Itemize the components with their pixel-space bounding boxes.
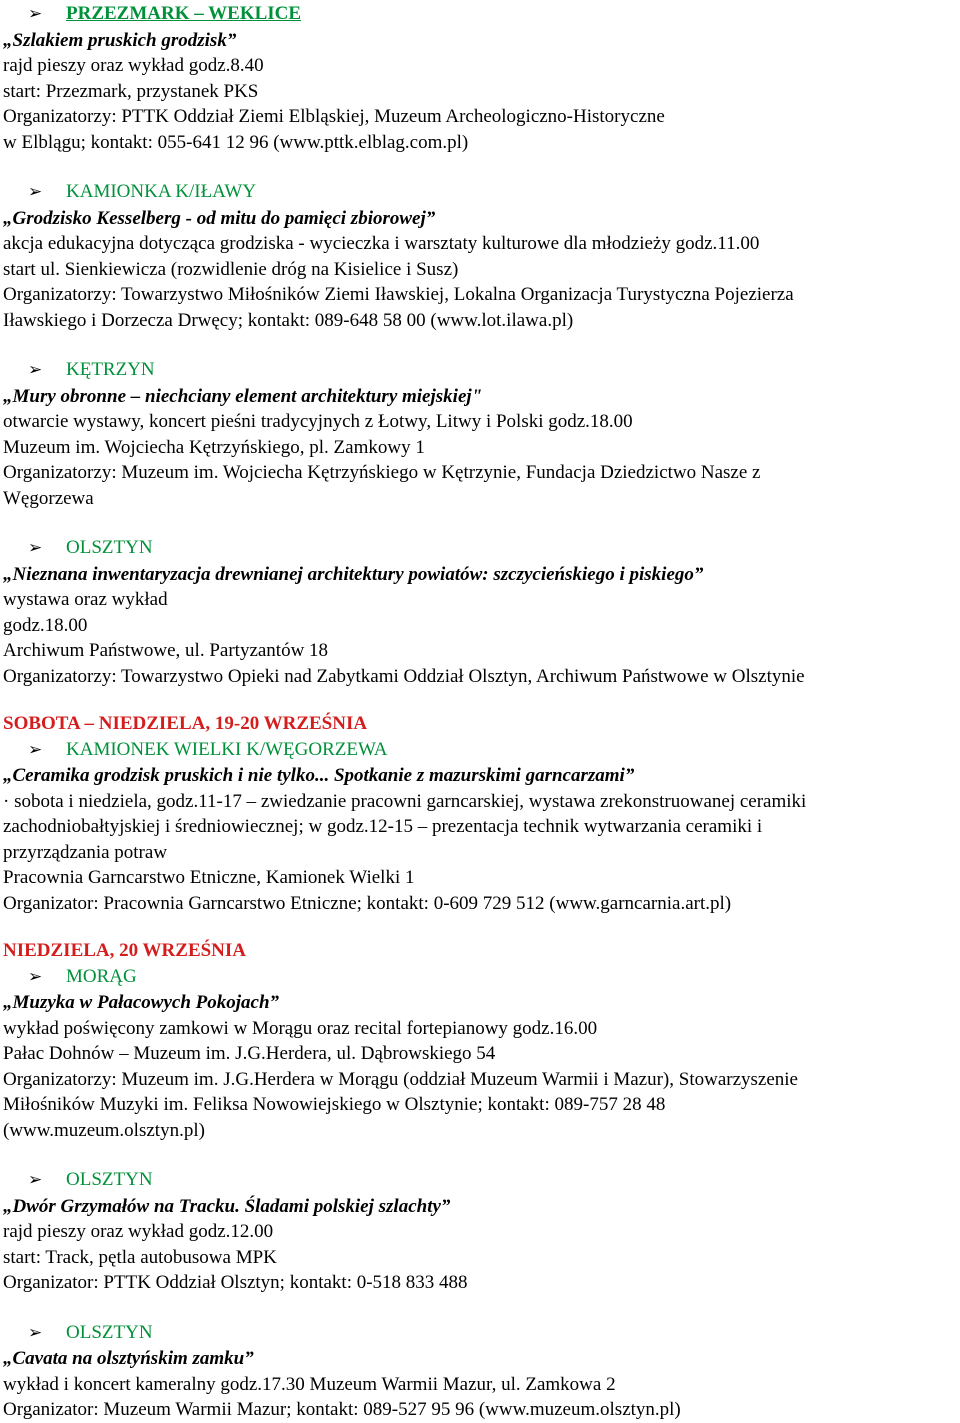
event-line: start: Przezmark, przystanek PKS — [3, 80, 259, 102]
arrow-bullet-icon: ➢ — [28, 739, 43, 760]
event-line: start ul. Sienkiewicza (rozwidlenie dróg na Kisielice i Susz) — [3, 258, 459, 280]
event-line: Organizatorzy: Towarzystwo Opieki nad Zabytkami Oddział Olsztyn, Archiwum Państwowe w Olsztynie — [3, 665, 805, 687]
event-line: rajd pieszy oraz wykład godz.8.40 — [3, 55, 264, 76]
event-place: OLSZTYN — [66, 537, 153, 558]
event-title: „Szlakiem pruskich grodzisk” — [3, 29, 237, 51]
event-heading — [3, 964, 957, 991]
event-line: (www.muzeum.olsztyn.pl) — [3, 1119, 205, 1141]
day-heading-sobota-niedziela: SOBOTA – NIEDZIELA, 19-20 WRZEŚNIA — [3, 713, 368, 734]
event-line: Archiwum Państwowe, ul. Partyzantów 18 — [3, 640, 329, 661]
event-line: rajd pieszy oraz wykład godz.12.00 — [3, 1221, 274, 1242]
event-heading — [3, 737, 957, 764]
event-title: „Cavata na olsztyńskim zamku” — [3, 1348, 254, 1369]
event-title: „Nieznana inwentaryzacja drewnianej architektury powiatów: szczycieńskiego i piskiego” — [3, 563, 704, 585]
event-line: Muzeum im. Wojciecha Kętrzyńskiego, pl. Zamkowy 1 — [3, 436, 425, 458]
event-line: w Elblągu; kontakt: 055-641 12 96 (www.pttk.elblag.com.pl) — [3, 131, 469, 153]
event-line: wystawa oraz wykład — [3, 589, 168, 610]
event-line: Pałac Dohnów – Muzeum im. J.G.Herdera, ul. Dąbrowskiego 54 — [3, 1043, 496, 1064]
event-line: godz.18.00 — [3, 614, 88, 636]
arrow-bullet-icon: ➢ — [28, 182, 43, 202]
event-kamionek-wielki — [3, 737, 957, 917]
event-kamionka — [3, 179, 957, 333]
event-heading — [3, 1, 957, 28]
event-title: „Dwór Grzymałów na Tracku. Śladami polskiej szlachty” — [3, 1195, 451, 1217]
event-olsztyn-cavata — [3, 1320, 957, 1423]
event-line: start: Track, pętla autobusowa MPK — [3, 1246, 277, 1268]
arrow-bullet-icon: ➢ — [28, 538, 43, 558]
event-place: KAMIONEK WIELKI K/WĘGORZEWA — [66, 738, 388, 760]
event-line: · sobota i niedziela, godz.11-17 – zwiedzanie pracowni garncarskiej, wystawa zrekonstruowanej ceramiki — [3, 790, 807, 812]
event-place: KAMIONKA K/IŁAWY — [66, 181, 257, 202]
event-line: przyrządzania potraw — [3, 841, 168, 863]
event-heading — [3, 535, 957, 562]
event-olsztyn-track — [3, 1167, 957, 1296]
event-przezmark — [3, 1, 957, 155]
event-line: Węgorzewa — [3, 487, 94, 509]
arrow-bullet-icon: ➢ — [28, 966, 43, 987]
event-line: wykład i koncert kameralny godz.17.30 Muzeum Warmii Mazur, ul. Zamkowa 2 — [3, 1373, 616, 1395]
event-title: „Grodzisko Kesselberg - od mitu do pamięci zbiorowej” — [3, 207, 436, 229]
event-line: Pracownia Garncarstwo Etniczne, Kamionek Wielki 1 — [3, 867, 415, 888]
event-line: wykład poświęcony zamkowi w Morągu oraz recital fortepianowy godz.16.00 — [3, 1017, 598, 1039]
event-line: zachodniobałtyjskiej i średniowiecznej; w godz.12-15 – prezentacja technik wytwarzania ceramiki i — [3, 816, 763, 837]
event-line: Organizatorzy: PTTK Oddział Ziemi Elbląskiej, Muzeum Archeologiczno-Historyczne — [3, 106, 665, 127]
event-line: Organizatorzy: Muzeum im. J.G.Herdera w Morągu (oddział Muzeum Warmii i Mazur), Stowarzyszenie — [3, 1068, 798, 1090]
arrow-bullet-icon: ➢ — [28, 1170, 43, 1190]
arrow-bullet-icon: ➢ — [28, 360, 43, 380]
event-place: OLSZTYN — [66, 1169, 153, 1190]
event-title: „Muzyka w Pałacowych Pokojach” — [3, 992, 280, 1013]
event-place: PRZEZMARK – WEKLICE — [66, 3, 302, 24]
event-morag — [3, 964, 957, 1144]
event-title: „Ceramika grodzisk pruskich i nie tylko... Spotkanie z mazurskimi garncarzami” — [3, 765, 635, 786]
event-place: OLSZTYN — [66, 1321, 153, 1343]
event-olsztyn-inwentaryzacja — [3, 535, 957, 689]
event-place: KĘTRZYN — [66, 359, 155, 380]
event-line: Organizatorzy: Muzeum im. Wojciecha Kętrzyńskiego w Kętrzynie, Fundacja Dziedzictwo Nasze z — [3, 462, 761, 483]
event-heading — [3, 1167, 957, 1194]
event-heading — [3, 1320, 957, 1347]
arrow-bullet-icon: ➢ — [28, 1322, 43, 1343]
event-line: Iławskiego i Dorzecza Drwęcy; kontakt: 089-648 58 00 (www.lot.ilawa.pl) — [3, 309, 574, 331]
event-line: Organizatorzy: Towarzystwo Miłośników Ziemi Iławskiej, Lokalna Organizacja Turystyczna Pojezierza — [3, 284, 794, 305]
event-line: otwarcie wystawy, koncert pieśni tradycyjnych z Łotwy, Litwy i Polski godz.18.00 — [3, 411, 633, 432]
event-line: Organizator: Pracownia Garncarstwo Etniczne; kontakt: 0-609 729 512 (www.garncarnia.art.pl) — [3, 892, 732, 914]
day-heading-niedziela: NIEDZIELA, 20 WRZEŚNIA — [3, 940, 247, 961]
event-line: Organizator: Muzeum Warmii Mazur; kontakt: 089-527 95 96 (www.muzeum.olsztyn.pl) — [3, 1399, 681, 1420]
event-title: „Mury obronne – niechciany element architektury miejskiej" — [3, 385, 483, 407]
event-line: akcja edukacyjna dotycząca grodziska - wycieczka i warsztaty kulturowe dla młodzieży godz.11.00 — [3, 233, 760, 254]
event-line: Organizator: PTTK Oddział Olsztyn; kontakt: 0-518 833 488 — [3, 1272, 468, 1293]
event-ketrzyn — [3, 357, 957, 511]
event-line: Miłośników Muzyki im. Feliksa Nowowiejskiego w Olsztynie; kontakt: 089-757 28 48 — [3, 1094, 666, 1115]
event-heading — [3, 357, 957, 384]
event-heading — [3, 179, 957, 206]
event-place: MORĄG — [66, 965, 137, 987]
arrow-bullet-icon: ➢ — [28, 4, 43, 24]
